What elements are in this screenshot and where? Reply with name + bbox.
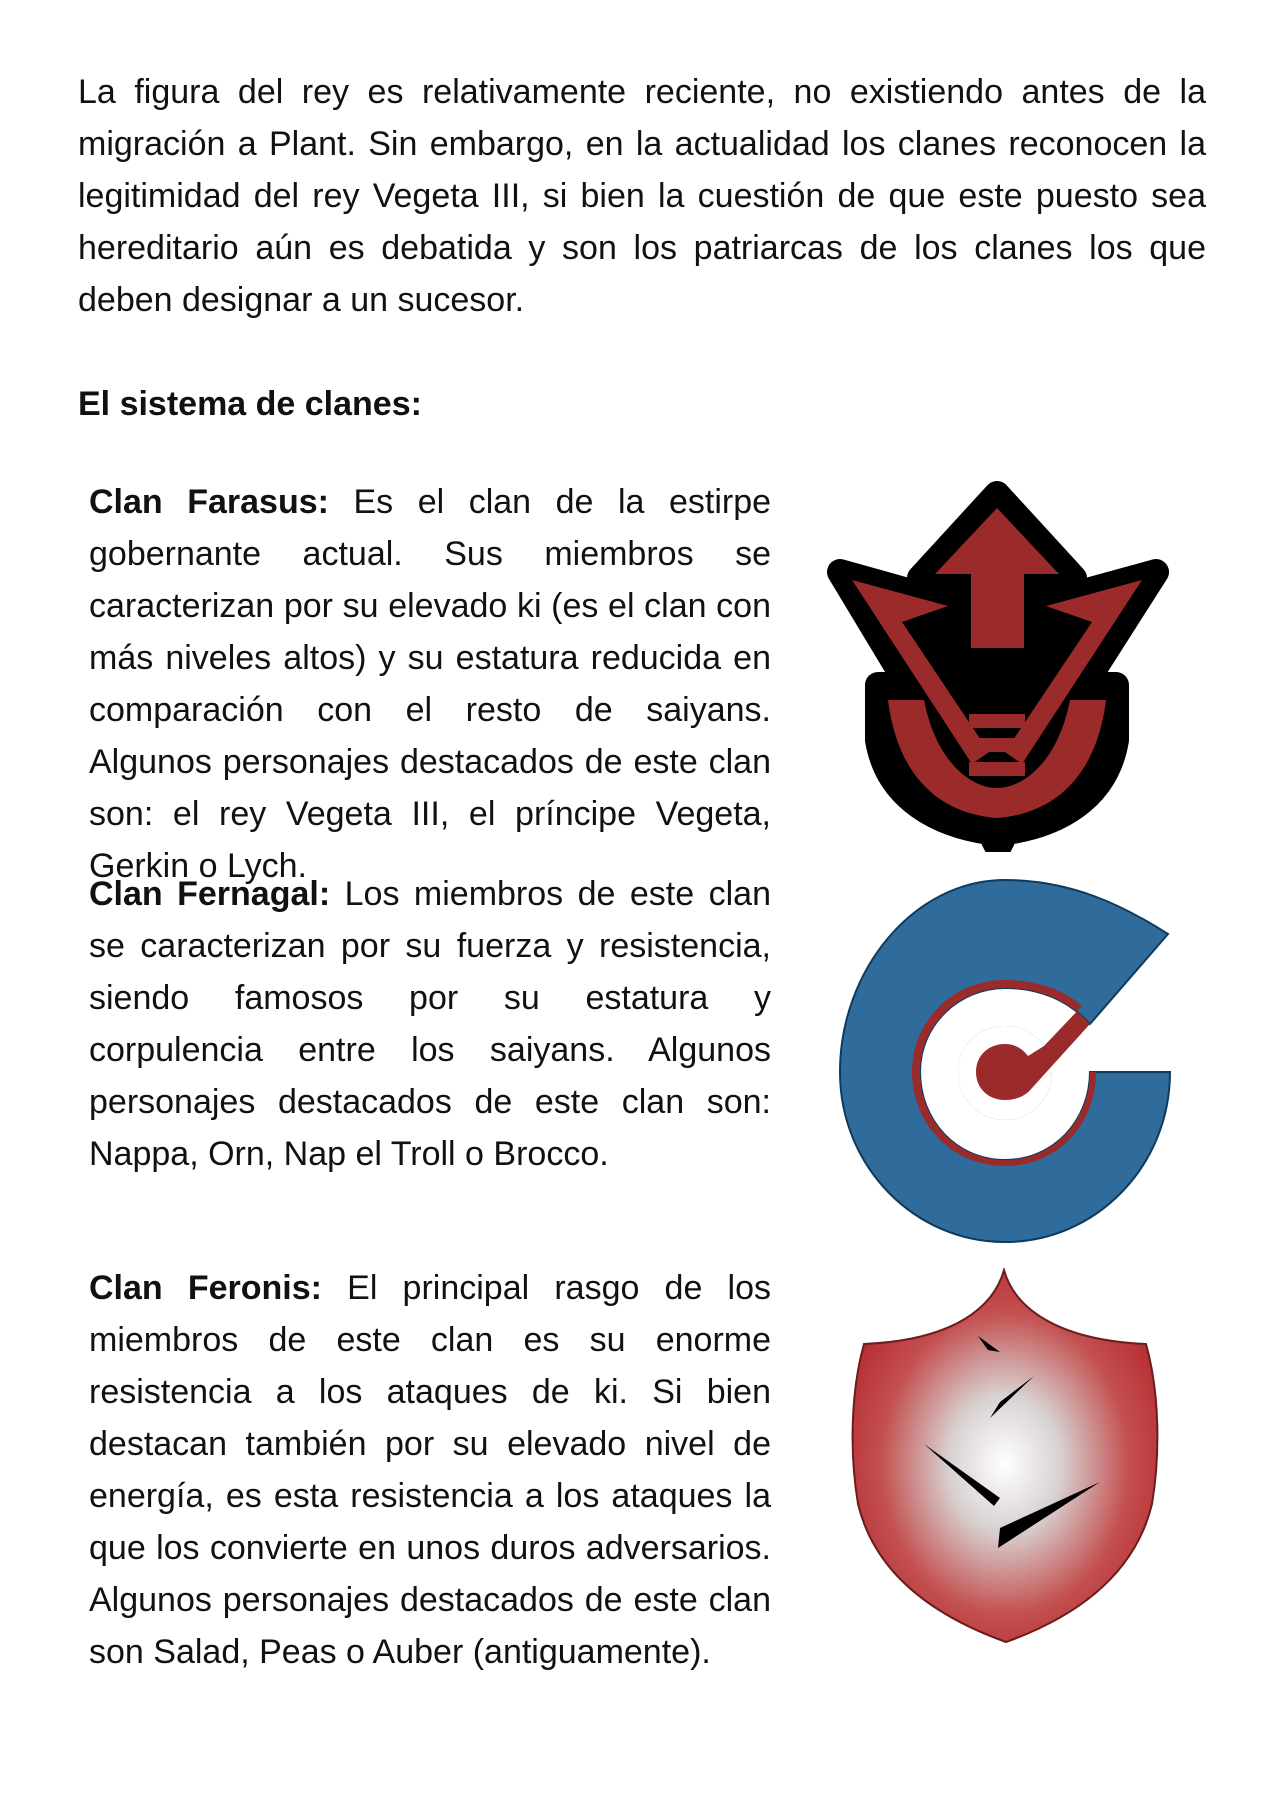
clan-farasus-paragraph: [89, 476, 771, 892]
intro-paragraph: La figura del rey es relativamente reciente, no existiendo antes de la migración a Plant. Sin embargo, en la actualidad los clanes reconocen la legitimidad del rey Vegeta III, si bien la cuestión de que este puesto sea hereditario aún es debatida y son los patriarcas de los clanes los que deben designar a un sucesor.: [78, 73, 1206, 319]
shield-body: [853, 1270, 1158, 1642]
spiral-crest-icon: [832, 876, 1178, 1246]
shield-crest-icon: [844, 1268, 1166, 1644]
clan-feronis-paragraph: [89, 1262, 771, 1678]
clan-farasus-name: Clan Farasus:: [89, 483, 329, 521]
section-title: El sistema de clanes:: [78, 385, 422, 423]
clan-farasus-description: Es el clan de la estirpe gobernante actual. Sus miembros se caracterizan por su elevado ki (es el clan con más niveles altos) y su estatura reducida en comparación con el resto de saiyans. Algunos personajes destacados de este clan son: el rey Vegeta III, el príncipe Vegeta, Gerkin o Lych.: [89, 483, 772, 885]
clan-feronis-name: Clan Feronis:: [89, 1269, 322, 1307]
spiral-middle-ring: [912, 980, 1096, 1166]
clan-fernagal-name: Clan Fernagal:: [89, 875, 331, 913]
clan-fernagal-paragraph: [89, 868, 771, 1180]
clan-fernagal-description: Los miembros de este clan se caracterizan por su fuerza y resistencia, siendo famosos por su estatura y corpulencia entre los saiyans. Algunos personajes destacados de este clan son: Nappa, Orn, Nap el Troll o Brocco.: [89, 875, 771, 1173]
clan-feronis-description: El principal rasgo de los miembros de este clan es su enorme resistencia a los ataques de ki. Si bien destacan también por su elevado nivel de energía, es esta resistencia a los ataques la que los convierte en unos duros adversarios. Algunos personajes destacados de este clan son Salad, Peas o Auber (antiguamente).: [89, 1269, 772, 1671]
royal-crest-icon: [826, 480, 1182, 852]
